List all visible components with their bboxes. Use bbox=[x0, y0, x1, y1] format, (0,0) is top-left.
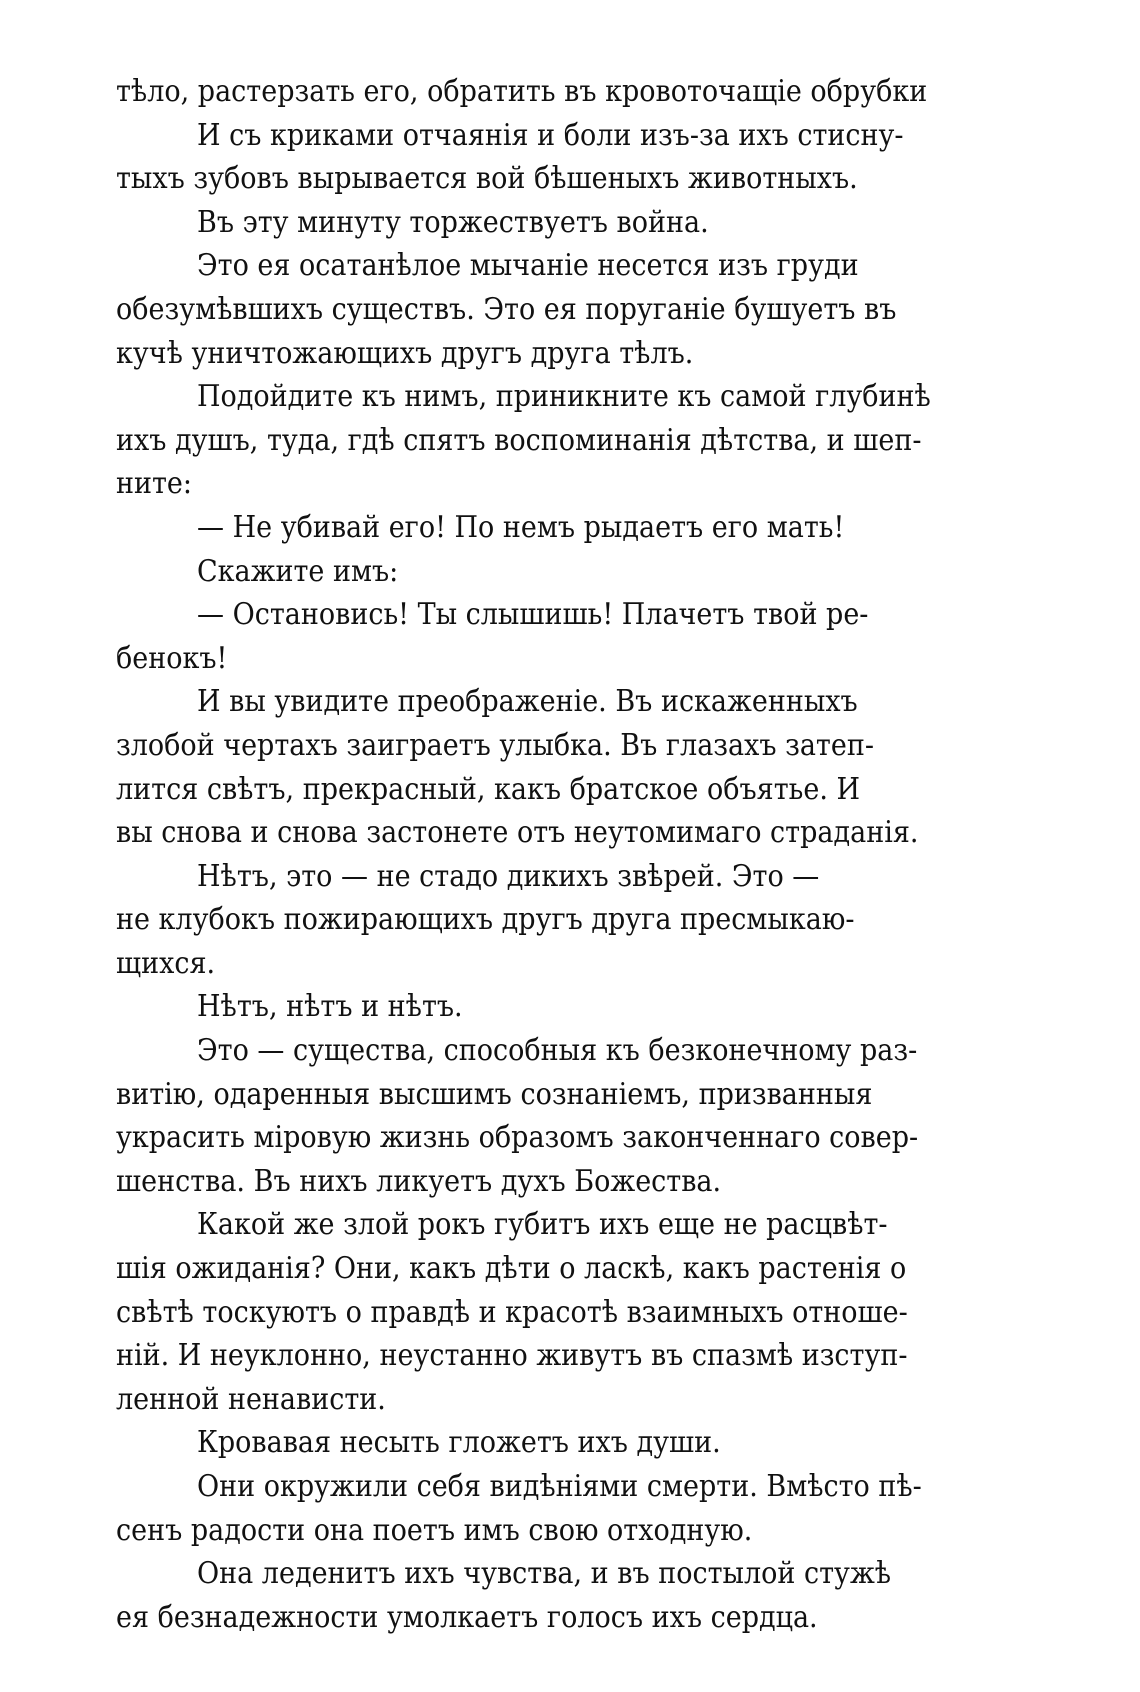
text-line: свѣтѣ тоскуютъ о правдѣ и красотѣ взаимныхъ отноше- bbox=[116, 1294, 908, 1330]
body-text bbox=[116, 70, 962, 1639]
text-line: шенства. Въ нихъ ликуетъ духъ Божества. bbox=[116, 1163, 722, 1199]
text-line: щихся. bbox=[116, 945, 216, 981]
text-line: витію, одаренныя высшимъ сознаніемъ, призванныя bbox=[116, 1076, 873, 1112]
text-line: Это ея осатанѣлое мычаніе несется изъ груди bbox=[197, 248, 859, 284]
text-line: ній. И неуклонно, неустанно живутъ въ спазмѣ изступ- bbox=[116, 1338, 908, 1374]
text-line: ихъ душъ, туда, гдѣ спятъ воспоминанія дѣтства, и шеп- bbox=[116, 422, 922, 458]
text-line: бенокъ! bbox=[116, 640, 228, 676]
text-line: кучѣ уничтожающихъ другъ друга тѣлъ. bbox=[116, 335, 694, 371]
text-line: И вы увидите преображеніе. Въ искаженныхъ bbox=[197, 684, 858, 720]
text-line: ея безнадежности умолкаетъ голосъ ихъ сердца. bbox=[116, 1599, 818, 1635]
text-line: Какой же злой рокъ губитъ ихъ еще не расцвѣт- bbox=[197, 1207, 888, 1243]
text-line: — Не убивай его! По немъ рыдаетъ его мать! bbox=[197, 509, 845, 545]
text-line: злобой чертахъ заиграетъ улыбка. Въ глазахъ затеп- bbox=[116, 727, 874, 763]
text-line: тѣло, растерзать его, обратить въ кровоточащіе обрубки bbox=[116, 74, 928, 109]
text-line: ните: bbox=[116, 466, 193, 502]
text-line: не клубокъ пожирающихъ другъ друга пресмыкаю- bbox=[116, 902, 855, 938]
text-line: Въ эту минуту торжествуетъ война. bbox=[197, 204, 709, 240]
text-line: шія ожиданія? Они, какъ дѣти о ласкѣ, какъ растенія о bbox=[116, 1251, 907, 1287]
text-line: Они окружили себя видѣніями смерти. Вмѣсто пѣ- bbox=[197, 1469, 922, 1504]
text-line: вы снова и снова застонете отъ неутомимаго страданія. bbox=[116, 815, 919, 851]
text-line: Кровавая несыть гложетъ ихъ души. bbox=[197, 1425, 721, 1461]
text-line: Скажите имъ: bbox=[197, 553, 399, 589]
text-line: сенъ радости она поетъ имъ свою отходную. bbox=[116, 1512, 753, 1548]
text-line: Это — существа, способныя къ безконечному раз- bbox=[197, 1033, 918, 1069]
text-line: Она леденитъ ихъ чувства, и въ постылой стужѣ bbox=[197, 1556, 892, 1592]
text-line: Нѣтъ, нѣтъ и нѣтъ. bbox=[197, 989, 463, 1025]
text-line: лится свѣтъ, прекрасный, какъ братское объятье. И bbox=[116, 771, 861, 807]
text-line: И съ криками отчаянія и боли изъ-за ихъ стисну- bbox=[197, 117, 904, 153]
text-line: — Остановись! Ты слышишь! Плачетъ твой ре- bbox=[197, 597, 869, 633]
text-line: Подойдите къ нимъ, приникните къ самой глубинѣ bbox=[197, 379, 931, 415]
text-line: тыхъ зубовъ вырывается вой бѣшеныхъ животныхъ. bbox=[116, 161, 858, 197]
text-line: ленной ненависти. bbox=[116, 1381, 386, 1417]
text-line: Нѣтъ, это — не стадо дикихъ звѣрей. Это — bbox=[197, 858, 820, 894]
text-line: обезумѣвшихъ существъ. Это ея поруганіе бушуетъ въ bbox=[116, 291, 897, 327]
text-line: украсить міровую жизнь образомъ законченнаго совер- bbox=[116, 1120, 919, 1156]
